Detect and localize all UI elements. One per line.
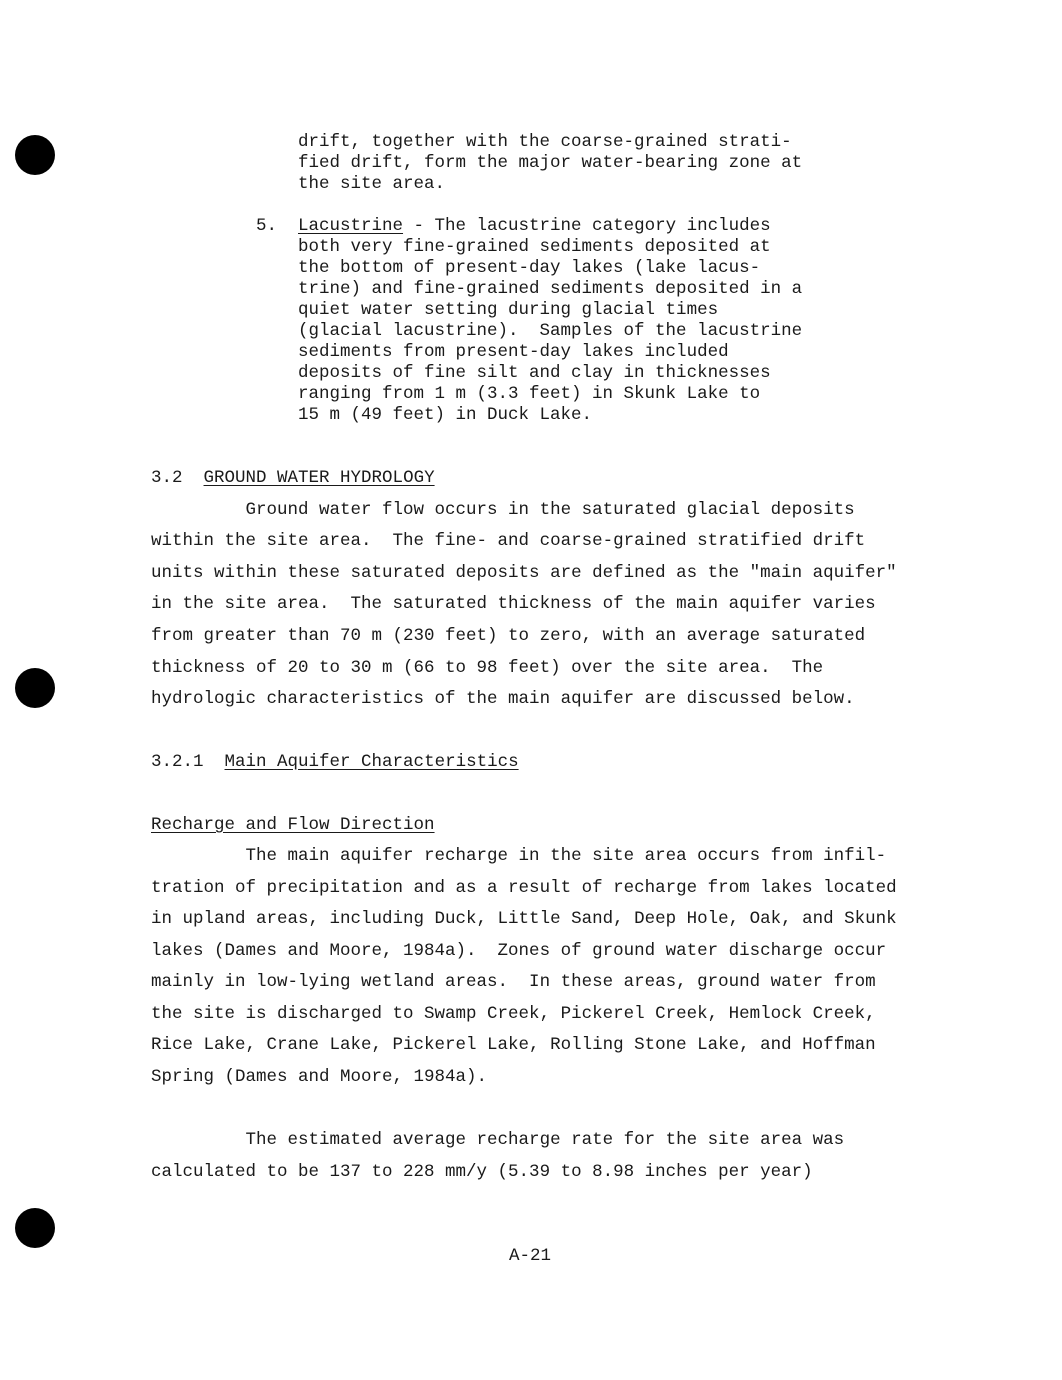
text-line: in the site area. The saturated thickness of the main aquifer varies [151, 594, 876, 614]
text-line: ranging from 1 m (3.3 feet) in Skunk Lake to [298, 384, 761, 404]
recharge-heading: Recharge and Flow Direction [151, 815, 435, 835]
text-line: the bottom of present-day lakes (lake lacus- [298, 258, 761, 278]
text-line: Ground water flow occurs in the saturated glacial deposits [151, 500, 855, 520]
section-title: GROUND WATER HYDROLOGY [203, 468, 435, 488]
term-lacustrine: Lacustrine [298, 216, 404, 236]
text-line: calculated to be 137 to 228 mm/y (5.39 to 8.98 inches per year) [151, 1162, 813, 1182]
list-item-first-line [298, 216, 771, 237]
page-number: A-21 [509, 1246, 552, 1266]
text-line: mainly in low-lying wetland areas. In these areas, ground water from [151, 972, 876, 992]
text-line: 15 m (49 feet) in Duck Lake. [298, 405, 593, 425]
subsection-number: 3.2.1 [151, 752, 204, 772]
text-line: The main aquifer recharge in the site area occurs from infil- [151, 846, 887, 866]
text-line: deposits of fine silt and clay in thicknesses [298, 363, 771, 383]
text-line: within the site area. The fine- and coarse-grained stratified drift [151, 531, 866, 551]
text-line: lakes (Dames and Moore, 1984a). Zones of ground water discharge occur [151, 941, 887, 961]
text-line: the site area. [298, 174, 446, 194]
section-number: 3.2 [151, 468, 183, 488]
subsection-heading [151, 752, 519, 773]
text-line: from greater than 70 m (230 feet) to zero, with an average saturated [151, 626, 866, 646]
text-line: units within these saturated deposits are defined as the "main aquifer" [151, 563, 897, 583]
text-line: trine) and fine-grained sediments deposited in a [298, 279, 803, 299]
text-line: quiet water setting during glacial times [298, 300, 719, 320]
text-line: hydrologic characteristics of the main aquifer are discussed below. [151, 689, 855, 709]
punch-hole-bottom [15, 1208, 55, 1248]
term-definition-start: - The lacustrine category includes [403, 216, 771, 236]
text-line: The estimated average recharge rate for the site area was [151, 1130, 845, 1150]
text-line: Spring (Dames and Moore, 1984a). [151, 1067, 488, 1087]
list-item-number: 5. [256, 216, 278, 236]
text-line: in upland areas, including Duck, Little Sand, Deep Hole, Oak, and Skunk [151, 909, 897, 929]
section-heading [151, 468, 435, 489]
text-line: the site is discharged to Swamp Creek, Pickerel Creek, Hemlock Creek, [151, 1004, 876, 1024]
punch-hole-middle [15, 668, 55, 708]
text-line: drift, together with the coarse-grained strati- [298, 132, 792, 152]
punch-hole-top [15, 135, 55, 175]
text-line: thickness of 20 to 30 m (66 to 98 feet) over the site area. The [151, 658, 824, 678]
text-line: tration of precipitation and as a result of recharge from lakes located [151, 878, 897, 898]
subsection-title: Main Aquifer Characteristics [224, 752, 519, 772]
text-line: sediments from present-day lakes included [298, 342, 729, 362]
text-line: Rice Lake, Crane Lake, Pickerel Lake, Rolling Stone Lake, and Hoffman [151, 1035, 876, 1055]
text-line: both very fine-grained sediments deposited at [298, 237, 771, 257]
text-line: fied drift, form the major water-bearing zone at [298, 153, 803, 173]
text-line: (glacial lacustrine). Samples of the lacustrine [298, 321, 803, 341]
